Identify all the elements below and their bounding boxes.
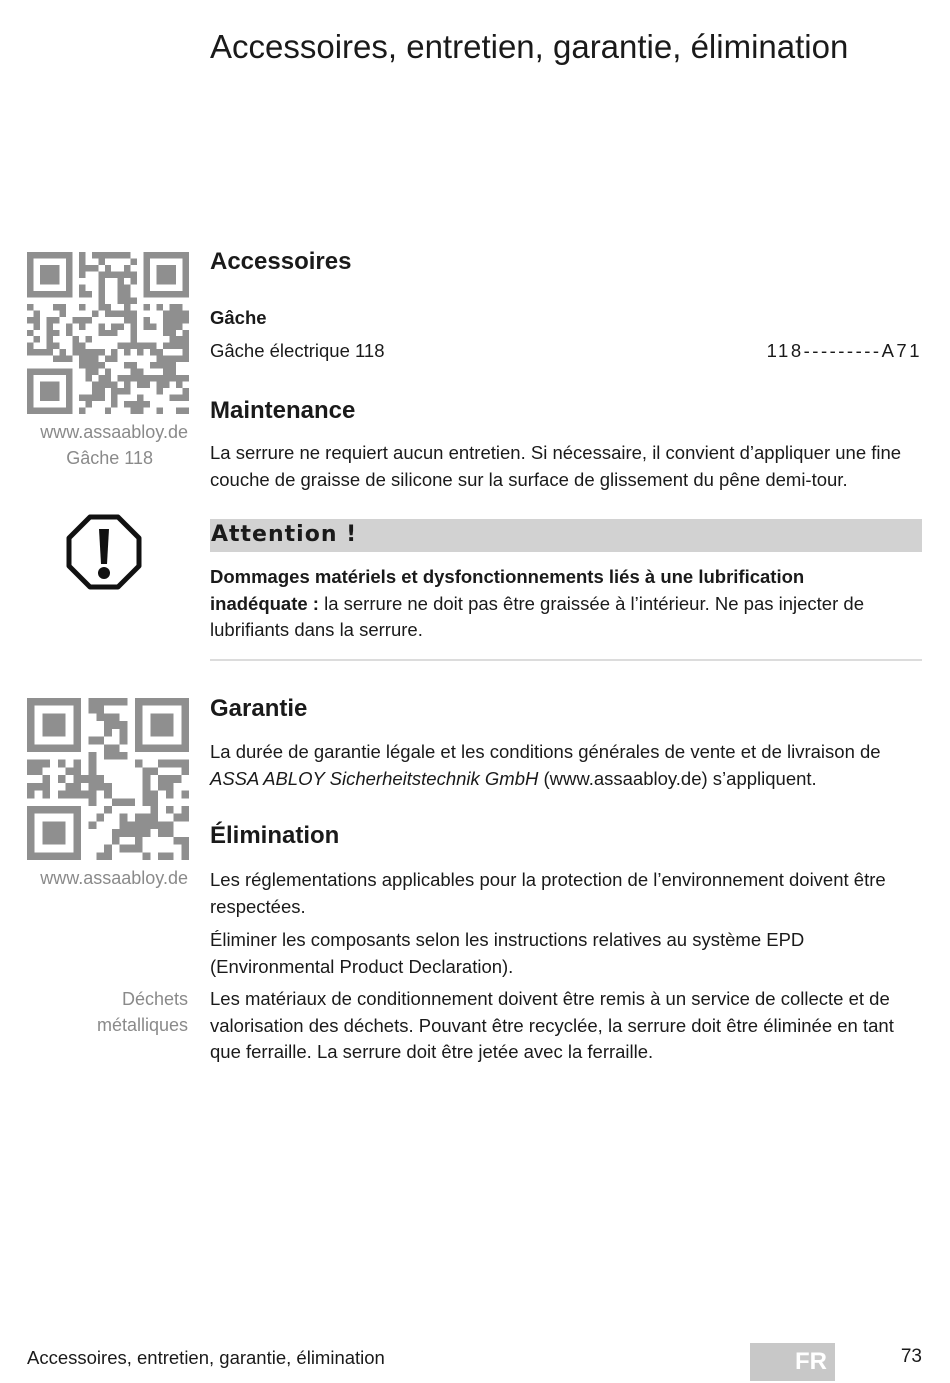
qr-caption-product: Gâche 118: [66, 448, 153, 468]
warranty-text-after: (www.assaabloy.de) s’appliquent.: [538, 767, 817, 789]
disposal-paragraph-3: Les matériaux de conditionnement doivent être remis à un service de collecte et de valorisation des déchets. Pouvant être recyclée, la serrure doit être éliminée en tant que ferraille. La serrure doit être jetée avec la ferraille.: [210, 988, 894, 1062]
footer-title: Accessoires, entretien, garantie, élimination: [27, 1347, 385, 1368]
qr-caption-url: www.assaabloy.de: [40, 868, 188, 888]
disposal-heading: Élimination: [210, 822, 340, 849]
maintenance-heading: Maintenance: [210, 397, 356, 424]
qr-code-icon: [27, 698, 189, 860]
maintenance-text: La serrure ne requiert aucun entretien. Si nécessaire, il convient d’appliquer une fine couche de graisse de silicone sur la surface de glissement du pêne demi-tour.: [210, 442, 902, 490]
side-label-line-2: métalliques: [96, 1015, 188, 1035]
disposal-paragraph-2: Éliminer les composants selon les instructions relatives au système EPD (Environmental Product Declaration).: [210, 929, 805, 977]
page-number: 73: [900, 1346, 922, 1367]
side-label-line-1: Déchets: [121, 989, 188, 1009]
warranty-text-before: La durée de garantie légale et les conditions générales de vente et de livraison de: [210, 741, 881, 762]
accessories-subheading: Gâche: [210, 307, 267, 328]
language-label: FR: [795, 1348, 827, 1375]
qr-code-icon: [27, 252, 189, 414]
side-label-metal-waste: [26, 986, 188, 1038]
page-title: Accessoires, entretien, garantie, élimination: [210, 28, 849, 65]
section-divider: [210, 659, 922, 661]
warranty-company: ASSA ABLOY Sicherheitstechnik GmbH: [210, 767, 539, 789]
attention-banner: [210, 519, 922, 552]
accessory-item-label: Gâche électrique 118: [210, 340, 385, 361]
attention-text: [210, 564, 890, 644]
accessories-heading: Accessoires: [210, 248, 352, 275]
accessory-item-code: 118---------A71: [766, 340, 922, 361]
qr-caption-url: www.assaabloy.de: [40, 422, 188, 442]
attention-heading: Attention !: [211, 522, 358, 547]
warranty-heading: Garantie: [210, 695, 308, 722]
attention-body-text: la serrure ne doit pas être graissée à l’intérieur. Ne pas injecter de lubrifiants dans la serrure.: [210, 592, 864, 640]
warning-octagon-icon: [66, 514, 142, 590]
language-badge: [750, 1343, 835, 1381]
warranty-text: [210, 739, 922, 792]
disposal-paragraph-1: Les réglementations applicables pour la protection de l’environnement doivent être respectées.: [210, 869, 886, 917]
attention-bold-text: Dommages matériels et dysfonctionnements liés à une lubrification inadéquate :: [210, 566, 805, 614]
